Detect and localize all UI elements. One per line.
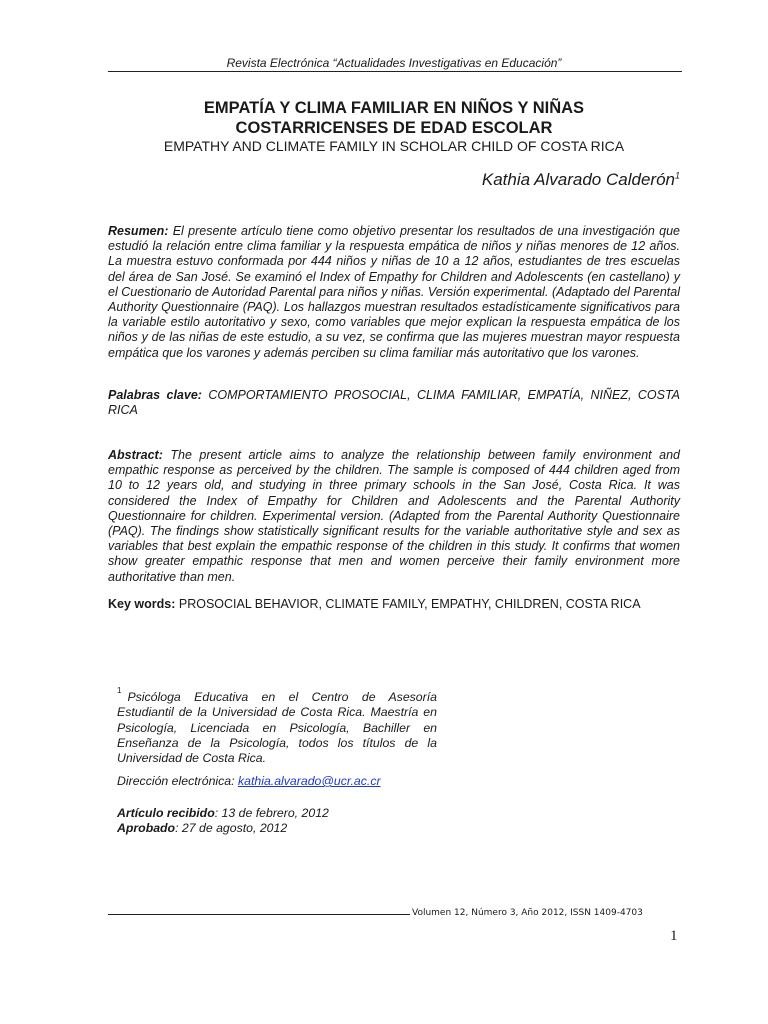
- palabras-clave-text: COMPORTAMIENTO PROSOCIAL, CLIMA FAMILIAR, EMPATÍA, NIÑEZ, COSTA RICA: [108, 388, 680, 418]
- approved-label: Aprobado: [117, 821, 176, 836]
- resumen-label: Resumen:: [108, 224, 169, 238]
- header-rule: [108, 71, 682, 72]
- dates-block: [117, 806, 437, 836]
- title-line-2: COSTARRICENSES DE EDAD ESCOLAR: [235, 119, 553, 137]
- approved-date: : 27 de agosto, 2012: [175, 821, 288, 836]
- received-label: Artículo recibido: [117, 806, 215, 820]
- email-link[interactable]: kathia.alvarado@ucr.ac.cr: [237, 774, 381, 788]
- author-line: [482, 170, 680, 190]
- footer-volume-info: Volumen 12, Número 3, Año 2012, ISSN 1409-4703: [412, 908, 643, 918]
- key-words-paragraph: [108, 597, 680, 612]
- footer-rule: [108, 914, 410, 915]
- key-words-label: Key words:: [108, 597, 176, 611]
- key-words-text: PROSOCIAL BEHAVIOR, CLIMATE FAMILY, EMPATHY, CHILDREN, COSTA RICA: [175, 597, 641, 611]
- author-name: Kathia Alvarado Calderón: [481, 170, 675, 189]
- email-line: [117, 774, 437, 789]
- footnote-text: Psicóloga Educativa en el Centro de Asesoría Estudiantil de la Universidad de Costa Rica. Maestría en Psicología, Licenciada en Psicología, Bachiller en Enseñanza de la Psicología, todos los títulos de la Universidad de Costa Rica.: [117, 690, 437, 765]
- received-date: : 13 de febrero, 2012: [214, 806, 329, 820]
- article-title: [108, 98, 680, 138]
- running-head: Revista Electrónica “Actualidades Investigativas en Educación”: [226, 56, 562, 70]
- resumen-text: El presente artículo tiene como objetivo presentar los resultados de una investigación que estudió la relación entre clima familiar y la respuesta empática de niños y niñas menores de 12 años. La muestra estuvo conformada por 444 niños y niñas de 10 a 12 años, estudiantes de tres escuelas del área de San José. Se examinó el Index of Empathy for Children and Adolescents (en castellano) y el Cuestionario de Autoridad Parental para niños y niñas. Versión experimental. (Adaptado del Parental Authority Questionnaire (PAQ). Los hallazgos muestran resultados estadísticamente significativos para la variable estilo autoritativo y sexo, como variables que mejor explican la respuesta empática de los niños y de las niñas de este estudio, a su vez, se confirma que las mujeres muestran mayor respuesta empática que los varones y además perciben su clima familiar más autoritativo que los varones.: [108, 224, 680, 360]
- english-title: EMPATHY AND CLIMATE FAMILY IN SCHOLAR CHILD OF COSTA RICA: [163, 138, 625, 154]
- abstract-text: The present article aims to analyze the relationship between family environment and empathic response as perceived by the children. The sample is composed of 444 children aged from 10 to 12 years old, and studying in three primary schools in the San José, Costa Rica. It was considered the Index of Empathy for Children and Adolescents and the Parental Authority Questionnaire for children. Experimental version. (Adapted from the Parental Authority Questionnaire (PAQ). The findings show statistically significant results for the variable authoritative style and sex as variables that best explain the empathic response of the children in this study. It confirms that women show greater empathic response that men and women perceive their family environment more authoritative than men.: [108, 448, 680, 584]
- palabras-clave-paragraph: [108, 388, 680, 418]
- palabras-clave-label: Palabras clave:: [108, 388, 202, 402]
- abstract-paragraph: [108, 448, 680, 585]
- resumen-paragraph: [108, 224, 680, 361]
- email-label: Dirección electrónica:: [117, 774, 238, 788]
- abstract-label: Abstract:: [108, 448, 163, 462]
- footnote-mark: 1: [117, 686, 122, 695]
- author-footnote: [117, 686, 437, 766]
- author-footnote-mark: 1: [674, 170, 680, 181]
- page-number: 1: [670, 928, 678, 944]
- page-footer: [108, 908, 643, 918]
- title-line-1: EMPATÍA Y CLIMA FAMILIAR EN NIÑOS Y NIÑAS: [203, 99, 585, 117]
